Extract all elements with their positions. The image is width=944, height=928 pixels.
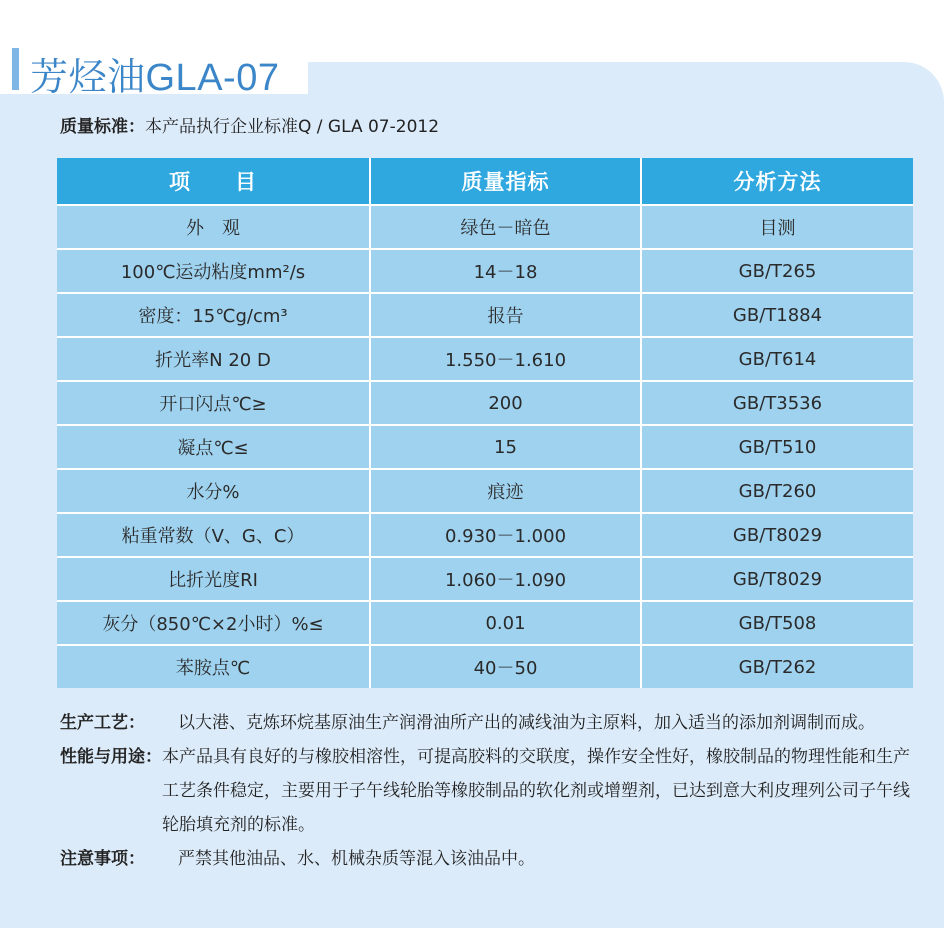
header-item: 项 目 — [57, 158, 370, 205]
cell-method: GB/T8029 — [641, 557, 913, 601]
cell-method: GB/T260 — [641, 469, 913, 513]
table-row — [57, 425, 913, 469]
usage-label: 性能与用途： — [60, 747, 162, 767]
usage-text: 本产品具有良好的与橡胶相溶性，可提高胶料的交联度，操作安全性好，橡胶制品的物理性能和生产工艺条件稳定，主要用于子午线轮胎等橡胶制品的软化剂或增塑剂，已达到意大利皮理列公司子午线轮胎填充剂的标准。 — [162, 747, 910, 835]
cell-method: GB/T508 — [641, 601, 913, 645]
process-label: 生产工艺： — [60, 713, 145, 733]
cell-item: 苯胺点℃ — [57, 645, 370, 688]
cell-method: GB/T510 — [641, 425, 913, 469]
header-spec: 质量指标 — [370, 158, 641, 205]
cell-spec: 14－18 — [370, 249, 641, 293]
notes-section — [60, 706, 910, 876]
caution-text: 严禁其他油品、水、机械杂质等混入该油品中。 — [178, 849, 535, 869]
process-text: 以大港、克炼环烷基原油生产润滑油所产出的减线油为主原料，加入适当的添加剂调制而成。 — [178, 713, 875, 733]
note-usage — [60, 740, 910, 842]
header-method: 分析方法 — [641, 158, 913, 205]
page-title: 芳烃油GLA-07 — [30, 57, 280, 99]
cell-method: GB/T1884 — [641, 293, 913, 337]
cell-item: 水分% — [57, 469, 370, 513]
table-row — [57, 469, 913, 513]
table-row — [57, 205, 913, 249]
spec-table — [57, 158, 913, 688]
cell-item: 粘重常数（V、G、C） — [57, 513, 370, 557]
cell-item: 开口闪点℃≥ — [57, 381, 370, 425]
cell-item: 密度：15℃g/cm³ — [57, 293, 370, 337]
cell-item: 比折光度RI — [57, 557, 370, 601]
cell-spec: 15 — [370, 425, 641, 469]
cell-item: 灰分（850℃×2小时）%≤ — [57, 601, 370, 645]
cell-item: 外 观 — [57, 205, 370, 249]
cell-method: GB/T614 — [641, 337, 913, 381]
table-row — [57, 249, 913, 293]
cell-spec: 40－50 — [370, 645, 641, 688]
table-header-row — [57, 158, 913, 205]
cell-method: GB/T262 — [641, 645, 913, 688]
cell-method: GB/T265 — [641, 249, 913, 293]
quality-standard — [60, 112, 439, 137]
cell-item: 100℃运动粘度mm²/s — [57, 249, 370, 293]
cell-method: 目测 — [641, 205, 913, 249]
table-row — [57, 601, 913, 645]
table-row — [57, 293, 913, 337]
cell-spec: 报告 — [370, 293, 641, 337]
title-accent-bar — [12, 48, 19, 90]
cell-method: GB/T8029 — [641, 513, 913, 557]
table-row — [57, 381, 913, 425]
cell-spec: 1.550－1.610 — [370, 337, 641, 381]
quality-standard-label: 质量标准： — [60, 117, 145, 137]
cell-spec: 0.930－1.000 — [370, 513, 641, 557]
cell-item: 凝点℃≤ — [57, 425, 370, 469]
cell-spec: 痕迹 — [370, 469, 641, 513]
cell-method: GB/T3536 — [641, 381, 913, 425]
note-caution — [60, 842, 910, 876]
table-row — [57, 645, 913, 688]
table-row — [57, 557, 913, 601]
cell-item: 折光率N 20 D — [57, 337, 370, 381]
quality-standard-text: 本产品执行企业标准Q / GLA 07-2012 — [145, 117, 440, 137]
note-process — [60, 706, 910, 740]
cell-spec: 200 — [370, 381, 641, 425]
cell-spec: 0.01 — [370, 601, 641, 645]
cell-spec: 绿色－暗色 — [370, 205, 641, 249]
table-row — [57, 513, 913, 557]
caution-label: 注意事项： — [60, 849, 145, 869]
table-row — [57, 337, 913, 381]
cell-spec: 1.060－1.090 — [370, 557, 641, 601]
